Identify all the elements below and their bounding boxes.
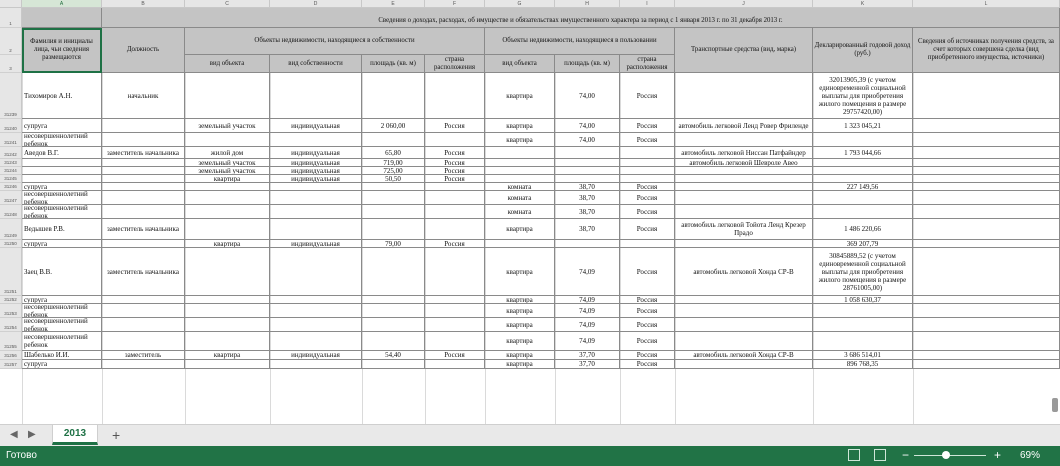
cell-e-31250[interactable]: 79,00 <box>362 240 425 248</box>
cell-b-31248[interactable] <box>102 205 185 219</box>
prev-sheet-icon[interactable]: ◀ <box>10 429 18 440</box>
cell-g-31239[interactable]: квартира <box>485 73 555 119</box>
cell-h-31245[interactable] <box>555 175 620 183</box>
cell-b-31251[interactable]: заместитель начальника <box>102 248 185 296</box>
cell-b-31249[interactable]: заместитель начальника <box>102 219 185 240</box>
cell-a-31244[interactable] <box>22 167 102 175</box>
cell-l-31250[interactable] <box>913 240 1060 248</box>
cell-l-31243[interactable] <box>913 159 1060 167</box>
cell-i-31240[interactable]: Россия <box>620 119 675 133</box>
row-header-31251[interactable]: 31251 <box>0 248 22 296</box>
cell-e-31245[interactable]: 50,50 <box>362 175 425 183</box>
cell-l-31251[interactable] <box>913 248 1060 296</box>
cell-f-31242[interactable]: Россия <box>425 147 485 159</box>
add-sheet-button[interactable]: + <box>112 427 121 443</box>
cell-g-31246[interactable]: комната <box>485 183 555 191</box>
cell-h-31253[interactable]: 74,09 <box>555 304 620 318</box>
cell-a-31239[interactable]: Тихомиров А.Н. <box>22 73 102 119</box>
row-header-3[interactable]: 3 <box>0 55 22 73</box>
cell-l-31245[interactable] <box>913 175 1060 183</box>
cell-c-31242[interactable]: жилой дом <box>185 147 270 159</box>
cell-c-31244[interactable]: земельный участок <box>185 167 270 175</box>
cell-f-31249[interactable] <box>425 219 485 240</box>
row-header-31244[interactable]: 31244 <box>0 167 22 175</box>
cell-h-31240[interactable]: 74,00 <box>555 119 620 133</box>
column-header-i[interactable]: I <box>620 0 675 8</box>
cell-k-31241[interactable] <box>813 133 913 147</box>
cell-c-31253[interactable] <box>185 304 270 318</box>
cell-e-31252[interactable] <box>362 296 425 304</box>
cell-d-31252[interactable] <box>270 296 362 304</box>
cell-e-31247[interactable] <box>362 191 425 205</box>
cell-i-31242[interactable] <box>620 147 675 159</box>
title-row-cell-a[interactable] <box>22 8 102 28</box>
cell-e-31239[interactable] <box>362 73 425 119</box>
cell-i-31256[interactable]: Россия <box>620 351 675 360</box>
cell-b-31250[interactable] <box>102 240 185 248</box>
cell-f-31248[interactable] <box>425 205 485 219</box>
cell-c-31256[interactable]: квартира <box>185 351 270 360</box>
column-header-l[interactable]: L <box>913 0 1060 8</box>
cell-e-31244[interactable]: 725,00 <box>362 167 425 175</box>
cell-b-31240[interactable] <box>102 119 185 133</box>
cell-b-31253[interactable] <box>102 304 185 318</box>
cell-b-31245[interactable] <box>102 175 185 183</box>
cell-d-31248[interactable] <box>270 205 362 219</box>
cell-f-31244[interactable]: Россия <box>425 167 485 175</box>
cell-d-31239[interactable] <box>270 73 362 119</box>
cell-a-31243[interactable] <box>22 159 102 167</box>
cell-l-31248[interactable] <box>913 205 1060 219</box>
cell-b-31241[interactable] <box>102 133 185 147</box>
cell-a-31249[interactable]: Ведышев Р.В. <box>22 219 102 240</box>
cell-j-31244[interactable] <box>675 167 813 175</box>
row-header-31241[interactable]: 31241 <box>0 133 22 147</box>
cell-i-31244[interactable] <box>620 167 675 175</box>
cell-a-31241[interactable]: несовершеннолетний ребенок <box>22 133 102 147</box>
cell-b-31239[interactable]: начальник <box>102 73 185 119</box>
cell-k-31242[interactable]: 1 793 044,66 <box>813 147 913 159</box>
row-header-31239[interactable]: 31239 <box>0 73 22 119</box>
cell-g-31240[interactable]: квартира <box>485 119 555 133</box>
header-sources: Сведения об источниках получения средств, за счет которых совершена сделка (вид приобретенного имущества, источники) <box>913 28 1060 73</box>
cell-j-31252[interactable] <box>675 296 813 304</box>
cell-b-31254[interactable] <box>102 318 185 332</box>
cell-b-31246[interactable] <box>102 183 185 191</box>
cell-i-31252[interactable]: Россия <box>620 296 675 304</box>
normal-view-icon[interactable] <box>848 449 860 461</box>
zoom-in-button[interactable]: + <box>994 448 1002 462</box>
cell-e-31241[interactable] <box>362 133 425 147</box>
cell-d-31256[interactable]: индивидуальная <box>270 351 362 360</box>
cell-a-31250[interactable]: супруга <box>22 240 102 248</box>
cell-g-31244[interactable] <box>485 167 555 175</box>
cell-b-31255[interactable] <box>102 332 185 351</box>
cell-e-31251[interactable] <box>362 248 425 296</box>
cell-j-31253[interactable] <box>675 304 813 318</box>
cell-g-31241[interactable]: квартира <box>485 133 555 147</box>
row-header-31254[interactable]: 31254 <box>0 318 22 332</box>
vertical-scrollbar-thumb[interactable] <box>1052 398 1058 412</box>
cell-a-31248[interactable]: несовершеннолетний ребенок <box>22 205 102 219</box>
cell-k-31257[interactable]: 896 768,35 <box>813 360 913 369</box>
cell-i-31243[interactable] <box>620 159 675 167</box>
cell-f-31256[interactable]: Россия <box>425 351 485 360</box>
cell-d-31245[interactable]: индивидуальная <box>270 175 362 183</box>
cell-h-31242[interactable] <box>555 147 620 159</box>
cell-e-31242[interactable]: 65,80 <box>362 147 425 159</box>
cell-l-31239[interactable] <box>913 73 1060 119</box>
cell-f-31255[interactable] <box>425 332 485 351</box>
cell-i-31245[interactable] <box>620 175 675 183</box>
header-position: Должность <box>102 28 185 73</box>
cell-j-31254[interactable] <box>675 318 813 332</box>
cell-h-31239[interactable]: 74,00 <box>555 73 620 119</box>
cell-j-31243[interactable]: автомобиль легковой Шевроле Авео <box>675 159 813 167</box>
cell-f-31252[interactable] <box>425 296 485 304</box>
cell-k-31254[interactable] <box>813 318 913 332</box>
zoom-slider-handle[interactable] <box>942 451 950 459</box>
cell-e-31256[interactable]: 54,40 <box>362 351 425 360</box>
cell-g-31243[interactable] <box>485 159 555 167</box>
page-layout-view-icon[interactable] <box>874 449 886 461</box>
sheet-tab-bar <box>0 424 1060 446</box>
cell-a-31254[interactable]: несовершеннолетний ребенок <box>22 318 102 332</box>
row-header-31249[interactable]: 31249 <box>0 219 22 240</box>
cell-i-31250[interactable] <box>620 240 675 248</box>
cell-d-31240[interactable]: индивидуальная <box>270 119 362 133</box>
column-header-j[interactable]: J <box>675 0 813 8</box>
cell-h-31255[interactable]: 74,09 <box>555 332 620 351</box>
cell-e-31254[interactable] <box>362 318 425 332</box>
cell-l-31256[interactable] <box>913 351 1060 360</box>
cell-g-31256[interactable]: квартира <box>485 351 555 360</box>
cell-d-31251[interactable] <box>270 248 362 296</box>
cell-g-31251[interactable]: квартира <box>485 248 555 296</box>
column-header-h[interactable]: H <box>555 0 620 8</box>
cell-f-31251[interactable] <box>425 248 485 296</box>
select-all-corner[interactable] <box>0 0 22 8</box>
cell-j-31242[interactable]: автомобиль легковой Ниссан Патфайндер <box>675 147 813 159</box>
zoom-out-button[interactable]: − <box>902 448 910 462</box>
row-header-31257[interactable]: 31257 <box>0 360 22 369</box>
column-header-f[interactable]: F <box>425 0 485 8</box>
row-header-31243[interactable]: 31243 <box>0 159 22 167</box>
row-header-31255[interactable]: 31255 <box>0 332 22 351</box>
cell-d-31243[interactable]: индивидуальная <box>270 159 362 167</box>
cell-g-31247[interactable]: комната <box>485 191 555 205</box>
cell-f-31245[interactable]: Россия <box>425 175 485 183</box>
row-header-31252[interactable]: 31252 <box>0 296 22 304</box>
cell-j-31257[interactable] <box>675 360 813 369</box>
cell-d-31242[interactable]: индивидуальная <box>270 147 362 159</box>
column-header-g[interactable]: G <box>485 0 555 8</box>
cell-k-31255[interactable] <box>813 332 913 351</box>
cell-e-31243[interactable]: 719,00 <box>362 159 425 167</box>
cell-j-31248[interactable] <box>675 205 813 219</box>
cell-c-31250[interactable]: квартира <box>185 240 270 248</box>
cell-h-31241[interactable]: 74,00 <box>555 133 620 147</box>
cell-k-31244[interactable] <box>813 167 913 175</box>
row-header-2[interactable]: 2 <box>0 28 22 55</box>
header-country: страна расположения <box>425 55 485 73</box>
cell-j-31239[interactable] <box>675 73 813 119</box>
cell-j-31250[interactable] <box>675 240 813 248</box>
cell-i-31255[interactable]: Россия <box>620 332 675 351</box>
cell-d-31249[interactable] <box>270 219 362 240</box>
cell-f-31250[interactable]: Россия <box>425 240 485 248</box>
status-ready-text: Готово <box>6 450 37 461</box>
cell-k-31256[interactable]: 3 686 514,01 <box>813 351 913 360</box>
cell-k-31245[interactable] <box>813 175 913 183</box>
cell-j-31247[interactable] <box>675 191 813 205</box>
cell-g-31255[interactable]: квартира <box>485 332 555 351</box>
cell-f-31240[interactable]: Россия <box>425 119 485 133</box>
cell-c-31255[interactable] <box>185 332 270 351</box>
row-header-31247[interactable]: 31247 <box>0 191 22 205</box>
cell-g-31253[interactable]: квартира <box>485 304 555 318</box>
cell-d-31254[interactable] <box>270 318 362 332</box>
column-header-c[interactable]: C <box>185 0 270 8</box>
row-header-31246[interactable]: 31246 <box>0 183 22 191</box>
cell-k-31243[interactable] <box>813 159 913 167</box>
cell-k-31246[interactable]: 227 149,56 <box>813 183 913 191</box>
cell-l-31241[interactable] <box>913 133 1060 147</box>
cell-i-31239[interactable]: Россия <box>620 73 675 119</box>
cell-a-31256[interactable]: Шабелько И.И. <box>22 351 102 360</box>
header-area2: площадь (кв. м) <box>555 55 620 73</box>
cell-g-31252[interactable]: квартира <box>485 296 555 304</box>
cell-b-31242[interactable]: заместитель начальника <box>102 147 185 159</box>
cell-c-31249[interactable] <box>185 219 270 240</box>
cell-j-31249[interactable]: автомобиль легковой Тойота Ленд Крезер Прадо <box>675 219 813 240</box>
cell-g-31245[interactable] <box>485 175 555 183</box>
row-header-1[interactable]: 1 <box>0 8 22 28</box>
cell-a-31242[interactable]: Аведов В.Г. <box>22 147 102 159</box>
cell-d-31247[interactable] <box>270 191 362 205</box>
cell-l-31244[interactable] <box>913 167 1060 175</box>
cell-d-31244[interactable]: индивидуальная <box>270 167 362 175</box>
cell-l-31242[interactable] <box>913 147 1060 159</box>
cell-c-31245[interactable]: квартира <box>185 175 270 183</box>
cell-a-31255[interactable]: несовершеннолетний ребенок <box>22 332 102 351</box>
cell-i-31257[interactable]: Россия <box>620 360 675 369</box>
cell-f-31239[interactable] <box>425 73 485 119</box>
cell-f-31254[interactable] <box>425 318 485 332</box>
row-header-31245[interactable]: 31245 <box>0 175 22 183</box>
cell-i-31254[interactable]: Россия <box>620 318 675 332</box>
cell-f-31246[interactable] <box>425 183 485 191</box>
cell-e-31257[interactable] <box>362 360 425 369</box>
cell-c-31251[interactable] <box>185 248 270 296</box>
cell-a-31245[interactable] <box>22 175 102 183</box>
header-area: площадь (кв. м) <box>362 55 425 73</box>
cell-h-31257[interactable]: 37,70 <box>555 360 620 369</box>
cell-c-31252[interactable] <box>185 296 270 304</box>
header-owned-group: Объекты недвижимости, находящиеся в собственности <box>185 28 485 55</box>
row-header-31240[interactable]: 31240 <box>0 119 22 133</box>
cell-k-31239[interactable]: 32013905,39 (с учетом единовременной социальной выплаты для приобретения жилого помещения в размере 29757420,00) <box>813 73 913 119</box>
cell-h-31243[interactable] <box>555 159 620 167</box>
header-transport: Транспортные средства (вид, марка) <box>675 28 813 73</box>
cell-b-31243[interactable] <box>102 159 185 167</box>
cell-k-31248[interactable] <box>813 205 913 219</box>
row-header-31256[interactable]: 31256 <box>0 351 22 360</box>
cell-h-31247[interactable]: 38,70 <box>555 191 620 205</box>
cell-g-31242[interactable] <box>485 147 555 159</box>
cell-l-31246[interactable] <box>913 183 1060 191</box>
cell-l-31253[interactable] <box>913 304 1060 318</box>
cell-h-31252[interactable]: 74,09 <box>555 296 620 304</box>
cell-l-31240[interactable] <box>913 119 1060 133</box>
cell-k-31253[interactable] <box>813 304 913 318</box>
cell-e-31255[interactable] <box>362 332 425 351</box>
column-header-k[interactable]: K <box>813 0 913 8</box>
cell-e-31249[interactable] <box>362 219 425 240</box>
cell-h-31249[interactable]: 38,70 <box>555 219 620 240</box>
cell-c-31246[interactable] <box>185 183 270 191</box>
cell-b-31257[interactable] <box>102 360 185 369</box>
cell-d-31257[interactable] <box>270 360 362 369</box>
cell-h-31248[interactable]: 38,70 <box>555 205 620 219</box>
cell-g-31248[interactable]: комната <box>485 205 555 219</box>
cell-b-31252[interactable] <box>102 296 185 304</box>
column-header-e[interactable]: E <box>362 0 425 8</box>
zoom-level[interactable]: 69% <box>1020 450 1041 461</box>
cell-h-31244[interactable] <box>555 167 620 175</box>
cell-c-31257[interactable] <box>185 360 270 369</box>
cell-a-31240[interactable]: супруга <box>22 119 102 133</box>
cell-f-31253[interactable] <box>425 304 485 318</box>
table-title: Сведения о доходах, расходах, об имуществе и обязательствах имущественного характера за период с 1 января 2013 г. по 31 декабря 2013 г. <box>102 15 1060 28</box>
cell-d-31241[interactable] <box>270 133 362 147</box>
cell-b-31256[interactable]: заместитель <box>102 351 185 360</box>
cell-g-31249[interactable]: квартира <box>485 219 555 240</box>
row-header-31242[interactable]: 31242 <box>0 147 22 159</box>
cell-a-31251[interactable]: Заец В.В. <box>22 248 102 296</box>
cell-k-31252[interactable]: 1 058 630,37 <box>813 296 913 304</box>
header-country2: страна расположения <box>620 55 675 73</box>
cell-h-31250[interactable] <box>555 240 620 248</box>
cell-e-31253[interactable] <box>362 304 425 318</box>
header-name-cell[interactable]: Фамилия и инициалы лица, чьи сведения размещаются <box>22 28 102 73</box>
cell-l-31249[interactable] <box>913 219 1060 240</box>
sheet-tab-2013[interactable]: 2013 <box>52 425 98 445</box>
cell-i-31249[interactable]: Россия <box>620 219 675 240</box>
cell-d-31246[interactable] <box>270 183 362 191</box>
cell-f-31247[interactable] <box>425 191 485 205</box>
cell-j-31245[interactable] <box>675 175 813 183</box>
row-header-31253[interactable]: 31253 <box>0 304 22 318</box>
column-header-d[interactable]: D <box>270 0 362 8</box>
cell-d-31255[interactable] <box>270 332 362 351</box>
cell-d-31250[interactable]: индивидуальная <box>270 240 362 248</box>
cell-k-31249[interactable]: 1 486 220,66 <box>813 219 913 240</box>
cell-c-31241[interactable] <box>185 133 270 147</box>
cell-i-31241[interactable]: Россия <box>620 133 675 147</box>
cell-i-31253[interactable]: Россия <box>620 304 675 318</box>
header-obj-type: вид объекта <box>185 55 270 73</box>
cell-k-31250[interactable]: 369 207,79 <box>813 240 913 248</box>
cell-a-31252[interactable]: супруга <box>22 296 102 304</box>
row-header-31250[interactable]: 31250 <box>0 240 22 248</box>
cell-i-31248[interactable]: Россия <box>620 205 675 219</box>
cell-c-31248[interactable] <box>185 205 270 219</box>
cell-j-31255[interactable] <box>675 332 813 351</box>
cell-c-31254[interactable] <box>185 318 270 332</box>
cell-h-31254[interactable]: 74,09 <box>555 318 620 332</box>
cell-e-31248[interactable] <box>362 205 425 219</box>
zoom-slider-track[interactable] <box>914 455 986 456</box>
cell-g-31254[interactable]: квартира <box>485 318 555 332</box>
cell-a-31253[interactable]: несовершеннолетний ребенок <box>22 304 102 318</box>
cell-h-31256[interactable]: 37,70 <box>555 351 620 360</box>
cell-k-31247[interactable] <box>813 191 913 205</box>
title-row-top-strip <box>102 8 1060 15</box>
cell-a-31257[interactable]: супруга <box>22 360 102 369</box>
row-header-31248[interactable]: 31248 <box>0 205 22 219</box>
cell-c-31240[interactable]: земельный участок <box>185 119 270 133</box>
cell-h-31246[interactable]: 38,70 <box>555 183 620 191</box>
cell-f-31243[interactable]: Россия <box>425 159 485 167</box>
cell-e-31240[interactable]: 2 060,00 <box>362 119 425 133</box>
cell-e-31246[interactable] <box>362 183 425 191</box>
status-bar <box>0 446 1060 466</box>
cell-a-31247[interactable]: несовершеннолетний ребенок <box>22 191 102 205</box>
cell-b-31244[interactable] <box>102 167 185 175</box>
cell-j-31246[interactable] <box>675 183 813 191</box>
header-own-type: вид собственности <box>270 55 362 73</box>
cell-g-31250[interactable] <box>485 240 555 248</box>
cell-d-31253[interactable] <box>270 304 362 318</box>
header-obj-type2: вид объекта <box>485 55 555 73</box>
cell-c-31247[interactable] <box>185 191 270 205</box>
cell-b-31247[interactable] <box>102 191 185 205</box>
cell-l-31257[interactable] <box>913 360 1060 369</box>
column-header-b[interactable]: B <box>102 0 185 8</box>
cell-l-31254[interactable] <box>913 318 1060 332</box>
cell-j-31251[interactable]: автомобиль легковой Хонда СР-В <box>675 248 813 296</box>
cell-f-31257[interactable] <box>425 360 485 369</box>
cell-j-31256[interactable]: автомобиль легковой Хонда СР-В <box>675 351 813 360</box>
cell-l-31252[interactable] <box>913 296 1060 304</box>
cell-f-31241[interactable] <box>425 133 485 147</box>
cell-i-31251[interactable]: Россия <box>620 248 675 296</box>
cell-h-31251[interactable]: 74,09 <box>555 248 620 296</box>
cell-j-31240[interactable]: автомобиль легковой Ленд Ровер Фриленде <box>675 119 813 133</box>
header-income: Декларированный годовой доход (руб.) <box>813 28 913 73</box>
cell-c-31239[interactable] <box>185 73 270 119</box>
column-header-a[interactable]: A <box>22 0 102 8</box>
cell-l-31255[interactable] <box>913 332 1060 351</box>
cell-l-31247[interactable] <box>913 191 1060 205</box>
cell-k-31251[interactable]: 30845889,52 (с учетом единовременной социальной выплаты для приобретения жилого помещения в размере 28761005,00) <box>813 248 913 296</box>
next-sheet-icon[interactable]: ▶ <box>28 429 36 440</box>
cell-g-31257[interactable]: квартира <box>485 360 555 369</box>
cell-k-31240[interactable]: 1 323 045,21 <box>813 119 913 133</box>
cell-j-31241[interactable] <box>675 133 813 147</box>
header-used-group: Объекты недвижимости, находящиеся в пользовании <box>485 28 675 55</box>
cell-i-31246[interactable]: Россия <box>620 183 675 191</box>
cell-i-31247[interactable]: Россия <box>620 191 675 205</box>
cell-c-31243[interactable]: земельный участок <box>185 159 270 167</box>
cell-a-31246[interactable]: супруга <box>22 183 102 191</box>
